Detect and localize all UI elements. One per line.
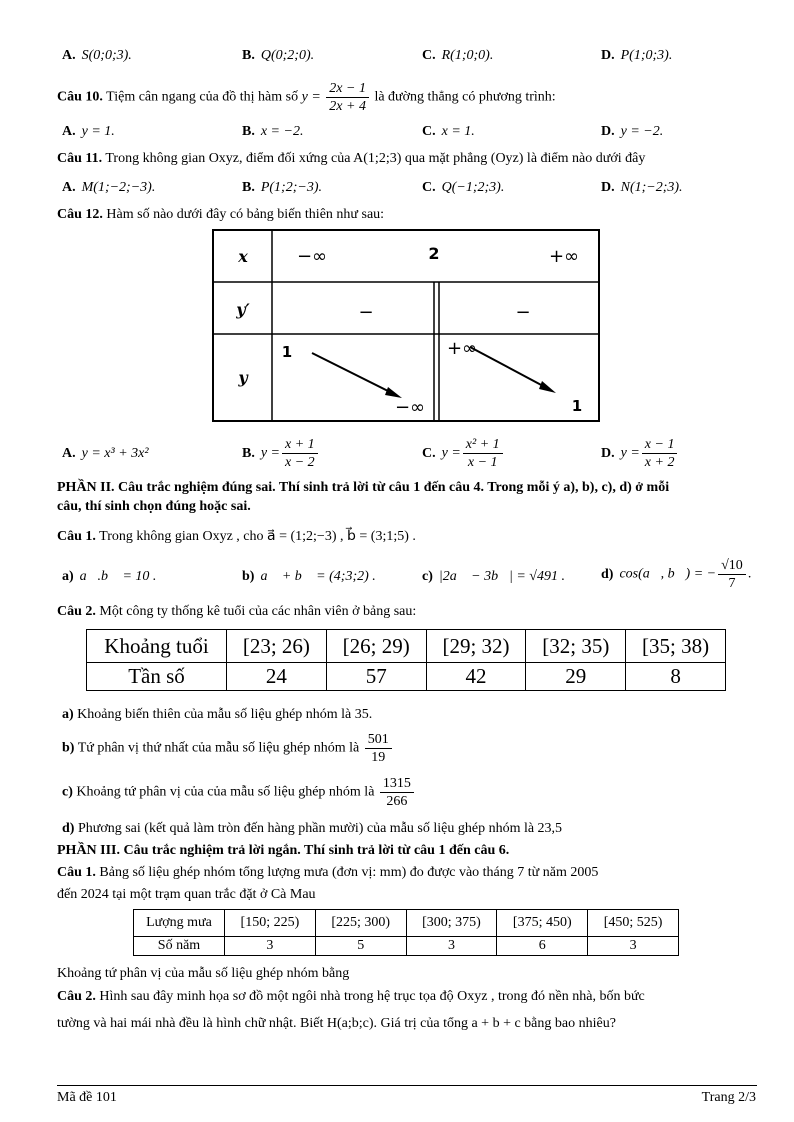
- p2-q2-item-a: a) Khoảng biến thiên của mẫu số liệu ghép nhóm là 35.: [62, 707, 373, 722]
- decreasing-arrow-right: [470, 347, 545, 387]
- age-table: [86, 629, 726, 691]
- p2-q2-item-c: c) Khoảng tứ phân vị của của mẫu số liệu ghép nhóm là $\frac{1315}{266}$: [62, 775, 416, 810]
- rainfall-interval-cell: [375; 450): [497, 910, 588, 937]
- q12-c-fraction: $\frac{\text{x² + 1}}{x - 1}$: [463, 436, 503, 471]
- age-interval-cell: [26; 29): [326, 630, 426, 663]
- q12-option-d: D. y = $\frac{x - 1}{x + 2}$: [601, 436, 679, 471]
- rainfall-interval-cell: [150; 225): [225, 910, 316, 937]
- q10-option-a: A. y = 1.: [62, 124, 115, 139]
- q11-option-b: B. P(1;2;−3).: [242, 180, 322, 195]
- q9-option-b: B. Q(0;2;0).: [242, 48, 315, 63]
- rainfall-table: [133, 909, 679, 956]
- years-count-cell: 3: [225, 937, 316, 956]
- age-interval-cell: [29; 32): [426, 630, 526, 663]
- age-frequency-cell: 29: [526, 663, 626, 691]
- years-count-cell: 6: [497, 937, 588, 956]
- years-count-cell: 3: [406, 937, 497, 956]
- p3-q1-stem-line1: Câu 1. Bảng số liệu ghép nhóm tổng lượng mưa (đơn vị: mm) đo được vào tháng 7 từ năm 2005: [57, 865, 599, 880]
- q12-option-a: A. y = x³ + 3x²: [62, 446, 149, 461]
- q12-option-c: C. y = $\frac{\text{x² + 1}}{x - 1}$: [422, 436, 505, 471]
- part3-heading: PHẦN III. Câu trắc nghiệm trả lời ngắn. Thí sinh trả lời từ câu 1 đến câu 6.: [57, 843, 510, 858]
- footer-page-number: Trang 2/3: [701, 1090, 756, 1105]
- x-neg-inf: −∞: [296, 246, 328, 267]
- q10-option-d: D. y = −2.: [601, 124, 664, 139]
- x-label: x: [238, 247, 248, 266]
- p2-q1-item-b: b) a⃗ + b⃗ = (4;3;2) .: [242, 569, 376, 584]
- years-table-header: Số năm: [134, 937, 225, 956]
- q11-option-a: A. M(1;−2;−3).: [62, 180, 156, 195]
- decreasing-arrow-left: [312, 353, 392, 393]
- footer-divider: [57, 1085, 757, 1086]
- y-label: y: [238, 368, 248, 387]
- age-frequency-cell: 24: [227, 663, 327, 691]
- q11-stem: Câu 11. Trong không gian Oxyz, điểm đối xứng của A(1;2;3) qua mặt phẳng (Oyz) là điểm nào dưới đây: [57, 151, 646, 166]
- q10-stem: Câu 10. Tiệm cân ngang của đồ thị hàm số y = $\frac{2x - 1}{2x + 4}$ là đường thẳng có phương trình:: [57, 81, 556, 114]
- years-count-cell: 3: [588, 937, 679, 956]
- footer-exam-code: Mã đề 101: [57, 1090, 117, 1105]
- q12-b-fraction: $\frac{x + 1}{x - 2}$: [282, 436, 318, 471]
- age-interval-cell: [32; 35): [526, 630, 626, 663]
- y-prime-right-sign: −: [515, 302, 531, 323]
- age-table-header-interval: Khoảng tuổi: [87, 630, 227, 663]
- p2-q2-b-fraction: $\frac{501}{19}$: [365, 731, 392, 766]
- y-right-bottom: 1: [571, 397, 583, 415]
- age-interval-cell: [23; 26): [227, 630, 327, 663]
- p3-q1-question: Khoảng tứ phân vị của mẫu số liệu ghép nhóm bằng: [57, 966, 350, 981]
- q9-option-c: C. R(1;0;0).: [422, 48, 494, 63]
- p2-q1-stem: Câu 1. Trong không gian Oxyz , cho a⃗ = (1;2;−3) , b⃗ = (3;1;5) .: [57, 529, 416, 544]
- rainfall-interval-cell: [300; 375): [406, 910, 497, 937]
- p2-q2-item-b: b) Tứ phân vị thứ nhất của mẫu số liệu ghép nhóm là $\frac{501}{19}$: [62, 731, 394, 766]
- years-count-cell: 5: [315, 937, 406, 956]
- x-mid: 2: [428, 244, 440, 263]
- p3-q2-stem-line1: Câu 2. Hình sau đây minh họa sơ đồ một ngôi nhà trong hệ trục tọa độ Oxyz , trong đó nền nhà, bốn bức: [57, 989, 645, 1004]
- q9-option-d: D. P(1;0;3).: [601, 48, 673, 63]
- y-right-top: +∞: [446, 338, 478, 359]
- q12-d-fraction: $\frac{x - 1}{x + 2}$: [642, 436, 678, 471]
- arrowhead-icon: [385, 387, 402, 398]
- p2-q2-stem: Câu 2. Một công ty thống kê tuổi của các nhân viên ở bảng sau:: [57, 604, 417, 619]
- p3-q2-stem-line2: tường và hai mái nhà đều là hình chữ nhật. Biết H(a;b;c). Giá trị của tổng a + b + c bằng bao nhiêu?: [57, 1016, 616, 1031]
- variation-table: [212, 229, 601, 423]
- age-table-header-frequency: Tần số: [87, 663, 227, 691]
- age-frequency-cell: 57: [326, 663, 426, 691]
- q9-option-a: A. S(0;0;3).: [62, 48, 132, 63]
- y-prime-label: y′: [236, 300, 250, 319]
- rainfall-interval-cell: [225; 300): [315, 910, 406, 937]
- q11-option-d: D. N(1;−2;3).: [601, 180, 683, 195]
- p2-q1-item-c: c) |2a⃗ − 3b⃗| = √491 .: [422, 569, 565, 584]
- q10-fraction: $\frac{2x - 1}{2x + 4}$: [326, 80, 369, 115]
- q12-option-b: B. y = $\frac{x + 1}{x - 2}$: [242, 436, 320, 471]
- p2-q1-d-fraction: $\frac{√10}{7}$: [718, 557, 746, 592]
- p2-q2-item-d: d) Phương sai (kết quả làm tròn đến hàng phần mười) của mẫu số liệu ghép nhóm là 23,5: [62, 821, 563, 836]
- age-frequency-cell: 42: [426, 663, 526, 691]
- part2-heading-line2: câu, thí sinh chọn đúng hoặc sai.: [57, 499, 251, 514]
- y-prime-left-sign: −: [358, 302, 374, 323]
- x-pos-inf: +∞: [548, 246, 580, 267]
- rainfall-table-header: Lượng mưa: [134, 910, 225, 937]
- p2-q1-item-d: d) cos(a⃗, b⃗) = − $\frac{√10}{7}$ .: [601, 558, 752, 591]
- part2-heading-line1: PHẦN II. Câu trắc nghiệm đúng sai. Thí sinh trả lời từ câu 1 đến câu 4. Trong mỗi ý a), b), c), d) ở mỗi: [57, 480, 670, 495]
- p2-q1-item-a: a) a⃗.b⃗ = 10 .: [62, 569, 157, 584]
- age-frequency-cell: 8: [626, 663, 726, 691]
- y-left-bottom: −∞: [394, 397, 426, 418]
- q10-option-c: C. x = 1.: [422, 124, 475, 139]
- rainfall-interval-cell: [450; 525): [588, 910, 679, 937]
- p3-q1-stem-line2: đến 2024 tại một trạm quan trắc đặt ở Cà Mau: [57, 887, 316, 902]
- variation-table-border: [213, 230, 599, 421]
- q11-option-c: C. Q(−1;2;3).: [422, 180, 505, 195]
- q10-option-b: B. x = −2.: [242, 124, 304, 139]
- age-interval-cell: [35; 38): [626, 630, 726, 663]
- arrowhead-icon: [539, 381, 556, 393]
- p2-q2-c-fraction: $\frac{1315}{266}$: [380, 775, 414, 810]
- y-left-top: 1: [281, 343, 293, 361]
- q12-stem: Câu 12. Hàm số nào dưới đây có bảng biến thiên như sau:: [57, 207, 385, 222]
